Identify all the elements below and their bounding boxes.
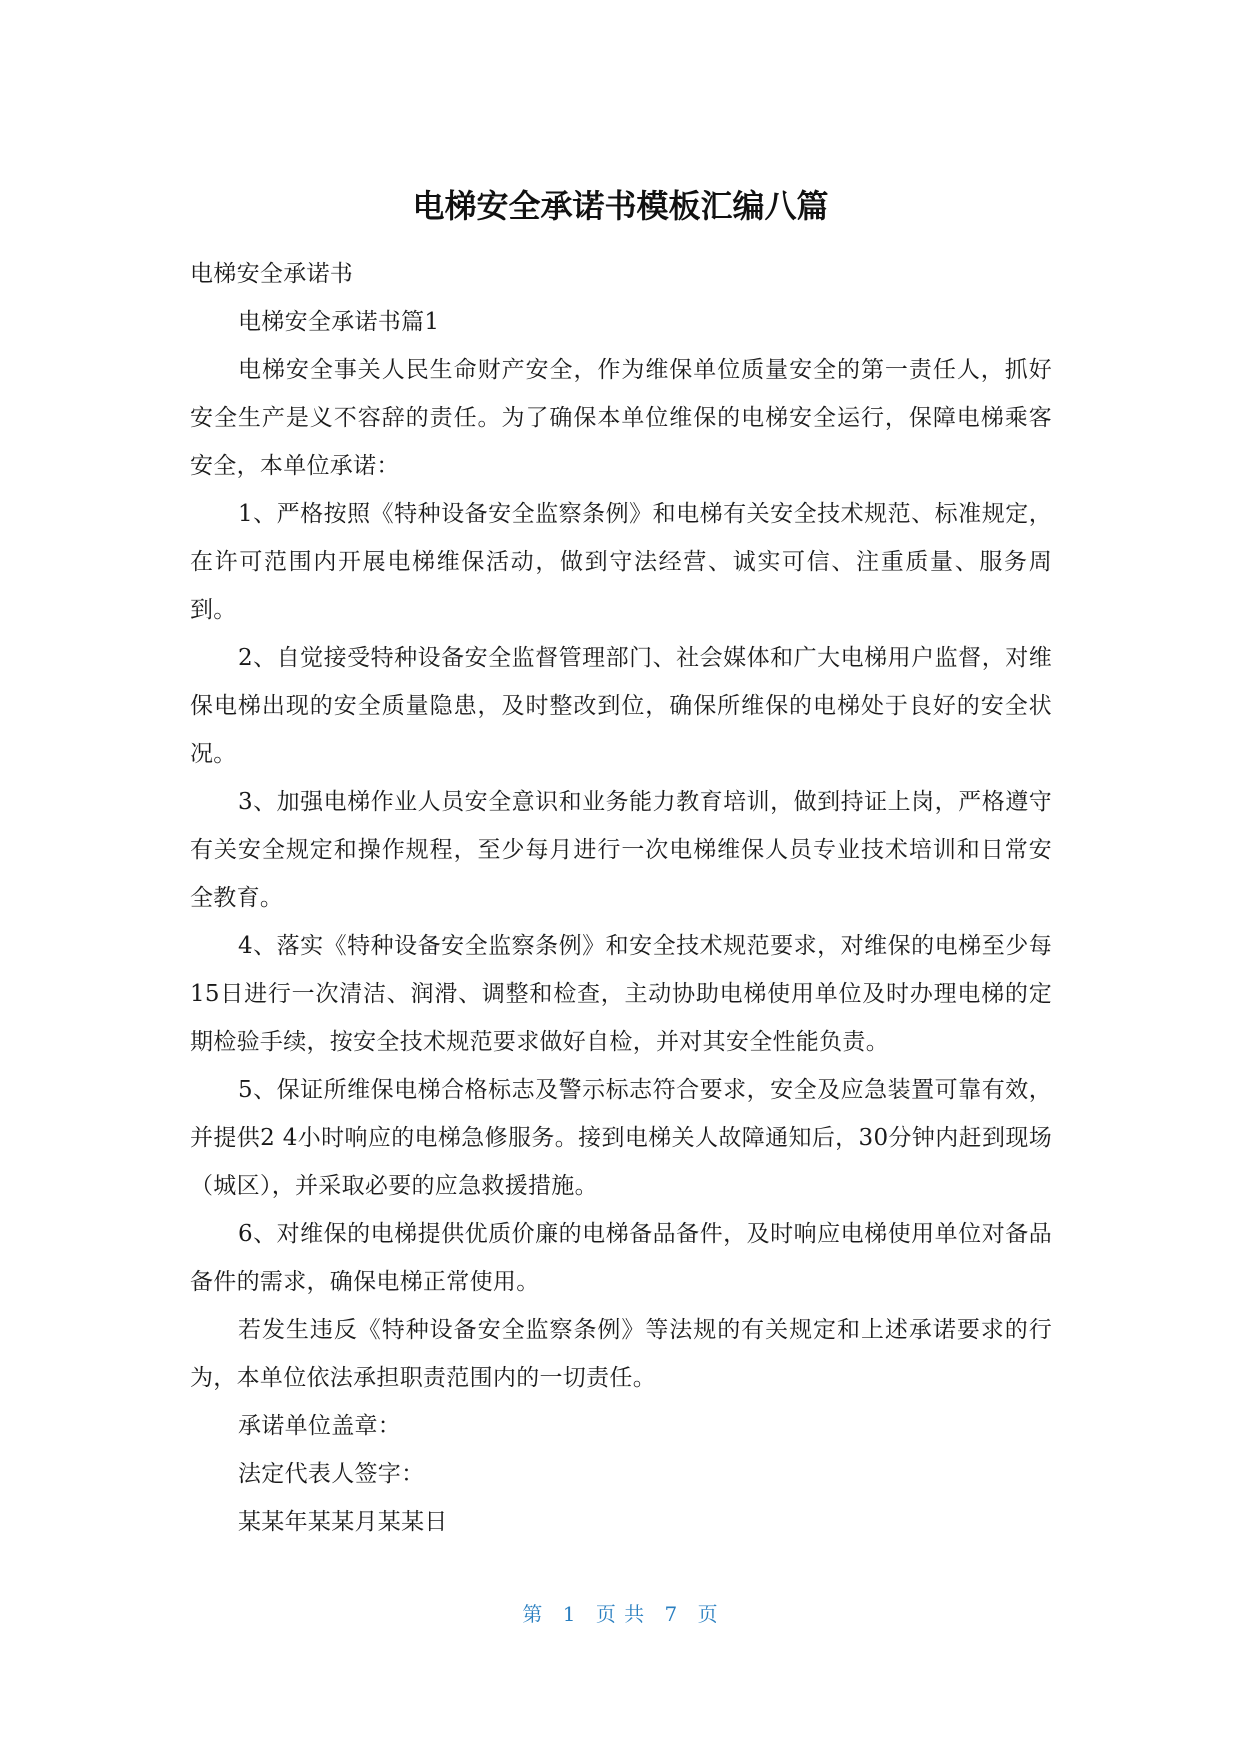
footer-label-page: 第 — [522, 1602, 544, 1626]
paragraph-liability: 若发生违反《特种设备安全监察条例》等法规的有关规定和上述承诺要求的行为，本单位依法承担职责范围内的一切责任。 — [190, 1317, 1052, 1391]
document-title: 电梯安全承诺书模板汇编八篇 — [412, 187, 829, 225]
page-footer — [0, 1598, 1241, 1627]
document-body — [190, 250, 1052, 1546]
footer-label-of: 页 共 — [595, 1602, 646, 1626]
signature-line: 法定代表人签字： — [238, 1461, 425, 1487]
paragraph-item-5: 5、保证所维保电梯合格标志及警示标志符合要求，安全及应急装置可靠有效，并提供2 4小时响应的电梯急修服务。接到电梯关人故障通知后，30分钟内赶到现场（城区），并采取必要的应急救援措施。 — [190, 1077, 1052, 1199]
paragraph-item-6: 6、对维保的电梯提供优质价廉的电梯备品备件，及时响应电梯使用单位对备品备件的需求，确保电梯正常使用。 — [190, 1221, 1052, 1295]
footer-total-pages: 7 — [664, 1602, 679, 1626]
subsection-heading: 电梯安全承诺书篇1 — [238, 309, 440, 335]
paragraph-item-4: 4、落实《特种设备安全监察条例》和安全技术规范要求，对维保的电梯至少每15日进行一次清洁、润滑、调整和检查，主动协助电梯使用单位及时办理电梯的定期检验手续，按安全技术规范要求做好自检，并对其安全性能负责。 — [190, 933, 1052, 1055]
paragraph-item-3: 3、加强电梯作业人员安全意识和业务能力教育培训，做到持证上岗，严格遵守有关安全规定和操作规程，至少每月进行一次电梯维保人员专业技术培训和日常安全教育。 — [190, 789, 1052, 911]
footer-label-pages: 页 — [697, 1602, 719, 1626]
seal-line: 承诺单位盖章： — [238, 1413, 402, 1439]
date-line: 某某年某某月某某日 — [238, 1509, 448, 1535]
paragraph-item-2: 2、自觉接受特种设备安全监督管理部门、社会媒体和广大电梯用户监督，对维保电梯出现的安全质量隐患，及时整改到位，确保所维保的电梯处于良好的安全状况。 — [190, 645, 1052, 767]
section-heading: 电梯安全承诺书 — [190, 261, 354, 287]
paragraph-intro: 电梯安全事关人民生命财产安全，作为维保单位质量安全的第一责任人，抓好安全生产是义不容辞的责任。为了确保本单位维保的电梯安全运行，保障电梯乘客安全，本单位承诺： — [190, 357, 1052, 479]
footer-page-number: 1 — [562, 1602, 577, 1626]
paragraph-item-1: 1、严格按照《特种设备安全监察条例》和电梯有关安全技术规范、标准规定，在许可范围内开展电梯维保活动，做到守法经营、诚实可信、注重质量、服务周到。 — [190, 501, 1052, 623]
